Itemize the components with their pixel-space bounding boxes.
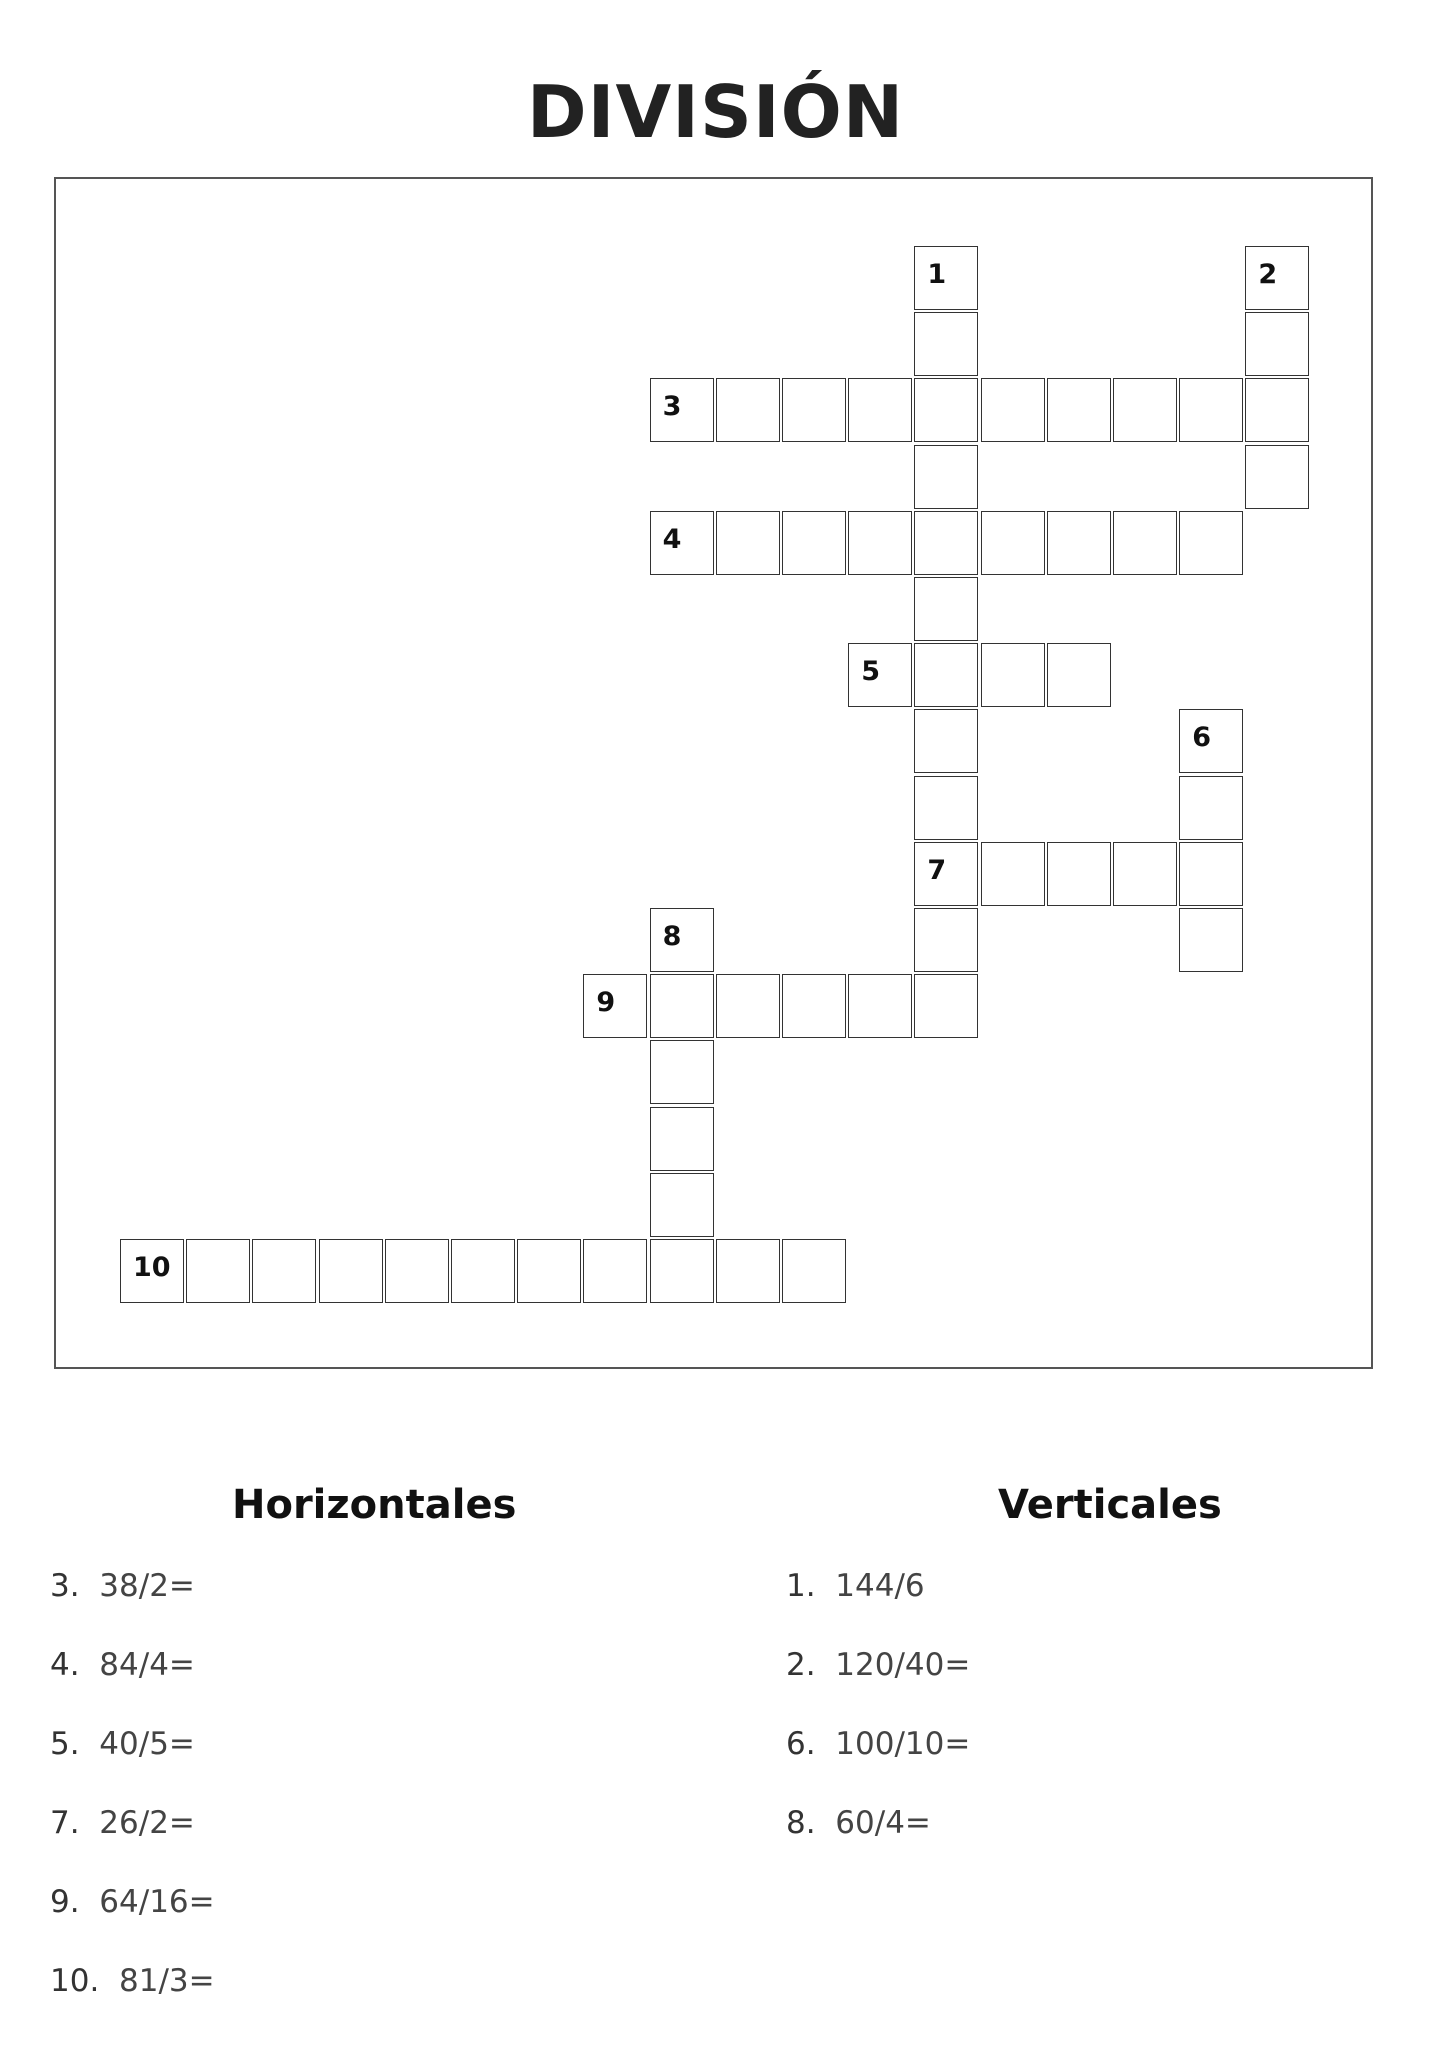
clue-text: 100/10= [835, 1726, 971, 1762]
crossword-cell[interactable] [981, 643, 1045, 707]
crossword-cell[interactable] [451, 1239, 515, 1303]
clue-number: 9. [50, 1884, 80, 1920]
crossword-cell[interactable] [914, 908, 978, 972]
clue-across-4 [50, 1647, 215, 1726]
clue-number: 10. [50, 1963, 100, 1999]
crossword-cell-7[interactable] [914, 842, 978, 906]
down-clue-list [786, 1568, 970, 1884]
crossword-cell-1[interactable] [914, 246, 978, 310]
crossword-cell-9[interactable] [583, 974, 647, 1038]
clue-text: 81/3= [119, 1963, 215, 1999]
crossword-cell[interactable] [914, 974, 978, 1038]
crossword-cell[interactable] [914, 312, 978, 376]
clue-number-label: 1 [927, 259, 947, 290]
clue-down-8 [786, 1805, 970, 1884]
crossword-cell[interactable] [782, 1239, 846, 1303]
crossword-cell-2[interactable] [1245, 246, 1309, 310]
crossword-cell[interactable] [848, 511, 912, 575]
crossword-cell[interactable] [517, 1239, 581, 1303]
crossword-cell[interactable] [782, 511, 846, 575]
page-title: DIVISIÓN [526, 70, 905, 154]
clue-number: 6. [786, 1726, 816, 1762]
crossword-cell[interactable] [716, 511, 780, 575]
crossword-cell[interactable] [914, 445, 978, 509]
clue-number: 1. [786, 1568, 816, 1604]
clue-text: 120/40= [835, 1647, 971, 1683]
crossword-cell-5[interactable] [848, 643, 912, 707]
crossword-cell[interactable] [914, 776, 978, 840]
clue-number-label: 10 [133, 1252, 171, 1283]
crossword-cell[interactable] [1245, 378, 1309, 442]
crossword-cell[interactable] [981, 842, 1045, 906]
crossword-cell-8[interactable] [650, 908, 714, 972]
clue-number: 4. [50, 1647, 80, 1683]
clue-number-label: 5 [861, 656, 880, 688]
crossword-cell[interactable] [716, 378, 780, 442]
clue-text: 40/5= [99, 1726, 195, 1762]
crossword-cell[interactable] [650, 1173, 714, 1237]
crossword-cell[interactable] [914, 577, 978, 641]
clue-down-6 [786, 1726, 970, 1805]
clue-number: 5. [50, 1726, 80, 1762]
clue-number-label: 4 [662, 523, 682, 555]
clue-across-3 [50, 1568, 215, 1647]
clue-text: 144/6 [835, 1568, 925, 1604]
clue-down-2 [786, 1647, 970, 1726]
crossword-cell[interactable] [981, 511, 1045, 575]
crossword-cell-6[interactable] [1179, 709, 1243, 773]
crossword-cell[interactable] [782, 974, 846, 1038]
crossword-cell-10[interactable] [120, 1239, 184, 1303]
crossword-cell[interactable] [716, 974, 780, 1038]
clue-text: 64/16= [99, 1884, 215, 1920]
crossword-cell[interactable] [319, 1239, 383, 1303]
crossword-cell-4[interactable] [650, 511, 714, 575]
clue-text: 84/4= [99, 1647, 195, 1683]
clue-number-label: 7 [927, 854, 947, 886]
crossword-cell[interactable] [716, 1239, 780, 1303]
across-heading: Horizontales [232, 1482, 517, 1528]
clue-text: 26/2= [99, 1805, 195, 1841]
crossword-cell[interactable] [1179, 776, 1243, 840]
crossword-cell[interactable] [848, 974, 912, 1038]
clue-number-label: 6 [1192, 722, 1211, 754]
clue-number-label: 2 [1258, 259, 1278, 290]
clue-across-9 [50, 1884, 215, 1963]
crossword-cell[interactable] [1179, 842, 1243, 906]
crossword-cell[interactable] [1113, 842, 1177, 906]
crossword-cell[interactable] [1047, 643, 1111, 707]
crossword-cell[interactable] [583, 1239, 647, 1303]
crossword-cell[interactable] [1113, 511, 1177, 575]
crossword-cell[interactable] [914, 511, 978, 575]
clue-across-10 [50, 1963, 215, 2042]
crossword-cell[interactable] [914, 709, 978, 773]
crossword-cell[interactable] [782, 378, 846, 442]
crossword-cell-3[interactable] [650, 378, 714, 442]
crossword-cell[interactable] [914, 643, 978, 707]
clue-text: 38/2= [99, 1568, 195, 1604]
crossword-cell[interactable] [252, 1239, 316, 1303]
clue-number-label: 3 [662, 391, 682, 423]
across-clue-list [50, 1568, 215, 2042]
down-heading: Verticales [998, 1482, 1222, 1528]
crossword-cell[interactable] [650, 1040, 714, 1104]
clue-number: 3. [50, 1568, 80, 1604]
crossword-cell[interactable] [1179, 511, 1243, 575]
crossword-cell[interactable] [385, 1239, 449, 1303]
crossword-cell[interactable] [981, 378, 1045, 442]
crossword-cell[interactable] [1245, 312, 1309, 376]
clue-text: 60/4= [835, 1805, 931, 1841]
clue-number-label: 9 [596, 987, 616, 1019]
crossword-cell[interactable] [1047, 511, 1111, 575]
crossword-cell[interactable] [650, 974, 714, 1038]
clue-number: 8. [786, 1805, 816, 1841]
clue-across-5 [50, 1726, 215, 1805]
crossword-cell[interactable] [1179, 908, 1243, 972]
clue-down-1 [786, 1568, 970, 1647]
crossword-cell[interactable] [1047, 378, 1111, 442]
crossword-cell[interactable] [1113, 378, 1177, 442]
crossword-cell[interactable] [848, 378, 912, 442]
clue-across-7 [50, 1805, 215, 1884]
clue-number: 2. [786, 1647, 816, 1683]
crossword-cell[interactable] [1047, 842, 1111, 906]
crossword-cell[interactable] [914, 378, 978, 442]
crossword-cell[interactable] [1179, 378, 1243, 442]
crossword-cell[interactable] [650, 1107, 714, 1171]
clue-number-label: 8 [662, 921, 682, 952]
crossword-cell[interactable] [186, 1239, 250, 1303]
crossword-cell[interactable] [1245, 445, 1309, 509]
clue-number: 7. [50, 1805, 80, 1841]
crossword-cell[interactable] [650, 1239, 714, 1303]
